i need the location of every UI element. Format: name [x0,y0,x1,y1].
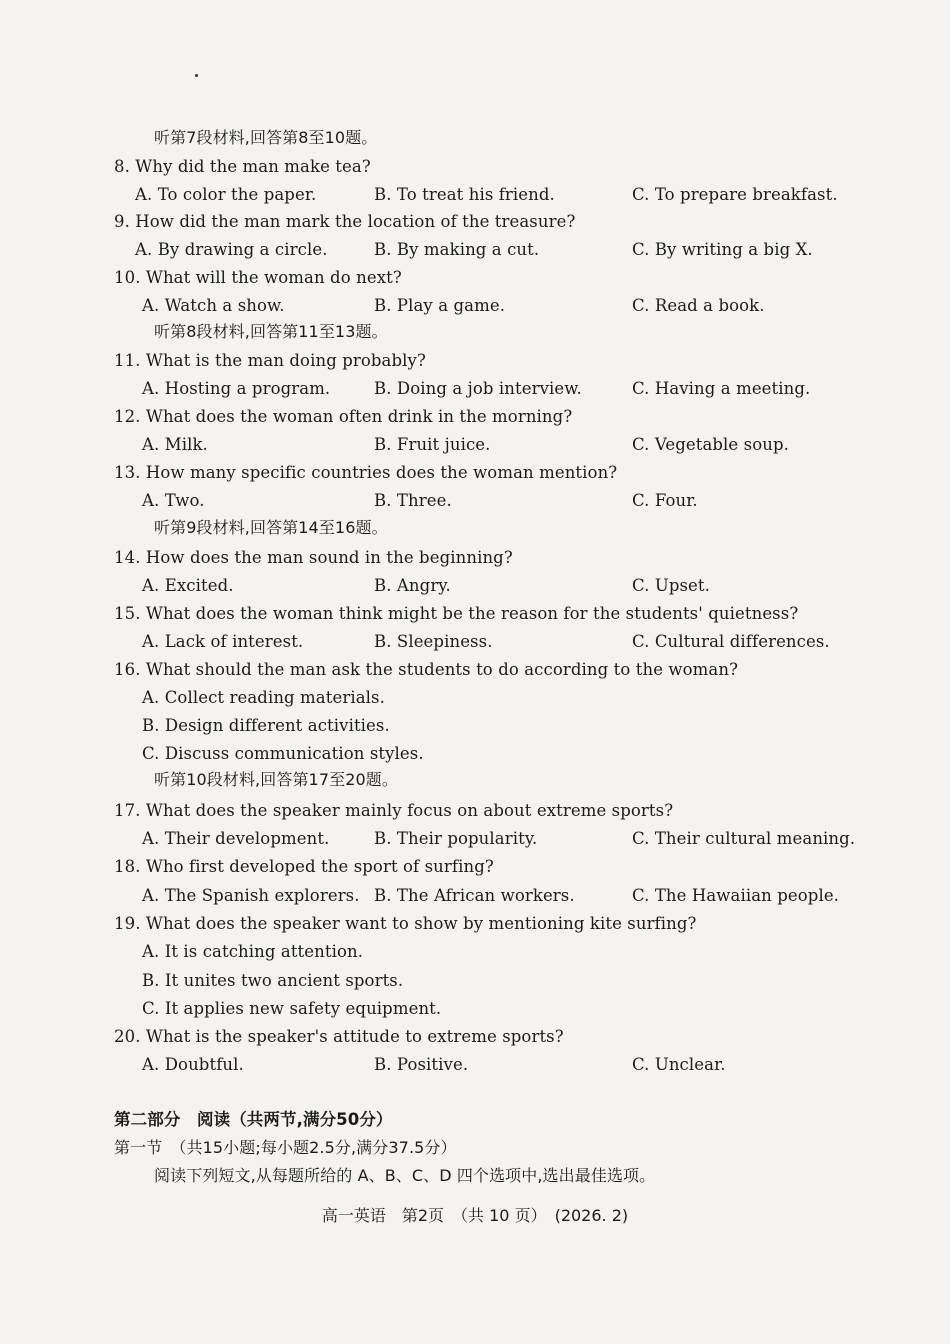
question-14-option-c: C. Upset. [632,576,711,595]
question-16-option-c: C. Discuss communication styles. [142,744,424,763]
part-2-title: 第二部分 阅读（共两节,满分50分） [114,1110,393,1129]
question-10-option-a: A. Watch a show. [142,296,285,315]
section-10-header: 听第10段材料,回答第17至20题。 [154,770,398,789]
question-9-option-c: C. By writing a big X. [632,240,813,259]
question-9-stem: 9. How did the man mark the location of the treasure? [114,212,576,231]
question-13-option-a: A. Two. [142,491,205,510]
question-16-option-b: B. Design different activities. [142,716,390,735]
question-14-option-a: A. Excited. [142,576,234,595]
question-17-stem: 17. What does the speaker mainly focus on about extreme sports? [114,801,674,820]
question-14-stem: 14. How does the man sound in the beginning? [114,548,513,567]
question-20-option-b: B. Positive. [374,1055,469,1074]
question-17-option-b: B. Their popularity. [374,829,538,848]
question-13-stem: 13. How many specific countries does the woman mention? [114,463,618,482]
question-17-option-c: C. Their cultural meaning. [632,829,856,848]
page-footer: 高一英语 第2页 （共 10 页） (2026. 2) [321,1206,629,1225]
question-18-stem: 18. Who first developed the sport of surfing? [114,857,494,876]
section-7-header: 听第7段材料,回答第8至10题。 [154,128,378,147]
question-9-option-b: B. By making a cut. [374,240,540,259]
question-13-option-c: C. Four. [632,491,698,510]
question-12-stem: 12. What does the woman often drink in the morning? [114,407,573,426]
question-20-option-a: A. Doubtful. [142,1055,244,1074]
question-14-option-b: B. Angry. [374,576,451,595]
question-19-option-b: B. It unites two ancient sports. [142,971,404,990]
question-12-option-b: B. Fruit juice. [374,435,491,454]
question-9-option-a: A. By drawing a circle. [135,240,328,259]
section-8-header: 听第8段材料,回答第11至13题。 [154,322,388,341]
question-15-option-c: C. Cultural differences. [632,632,830,651]
question-18-option-b: B. The African workers. [374,886,575,905]
question-19-stem: 19. What does the speaker want to show by mentioning kite surfing? [114,914,697,933]
part-2-instruction: 阅读下列短文,从每题所给的 A、B、C、D 四个选项中,选出最佳选项。 [154,1166,656,1185]
scan-speck [195,74,198,77]
question-15-option-b: B. Sleepiness. [374,632,493,651]
question-18-option-c: C. The Hawaiian people. [632,886,840,905]
question-16-option-a: A. Collect reading materials. [142,688,385,707]
question-8-option-a: A. To color the paper. [135,185,317,204]
question-13-option-b: B. Three. [374,491,452,510]
question-8-stem: 8. Why did the man make tea? [114,157,371,176]
question-19-option-a: A. It is catching attention. [142,942,364,961]
question-11-option-c: C. Having a meeting. [632,379,811,398]
question-11-stem: 11. What is the man doing probably? [114,351,426,370]
question-12-option-c: C. Vegetable soup. [632,435,789,454]
question-12-option-a: A. Milk. [142,435,208,454]
question-17-option-a: A. Their development. [142,829,330,848]
section-9-header: 听第9段材料,回答第14至16题。 [154,518,388,537]
question-10-option-c: C. Read a book. [632,296,765,315]
part-2-section-1: 第一节 （共15小题;每小题2.5分,满分37.5分） [114,1138,457,1157]
question-15-stem: 15. What does the woman think might be the reason for the students' quietness? [114,604,799,623]
question-15-option-a: A. Lack of interest. [142,632,304,651]
question-8-option-c: C. To prepare breakfast. [632,185,838,204]
question-19-option-c: C. It applies new safety equipment. [142,999,442,1018]
question-16-stem: 16. What should the man ask the students to do according to the woman? [114,660,739,679]
question-20-stem: 20. What is the speaker's attitude to extreme sports? [114,1027,564,1046]
question-10-stem: 10. What will the woman do next? [114,268,402,287]
question-11-option-b: B. Doing a job interview. [374,379,582,398]
question-18-option-a: A. The Spanish explorers. [142,886,360,905]
question-11-option-a: A. Hosting a program. [142,379,331,398]
question-8-option-b: B. To treat his friend. [374,185,555,204]
question-10-option-b: B. Play a game. [374,296,506,315]
question-20-option-c: C. Unclear. [632,1055,726,1074]
